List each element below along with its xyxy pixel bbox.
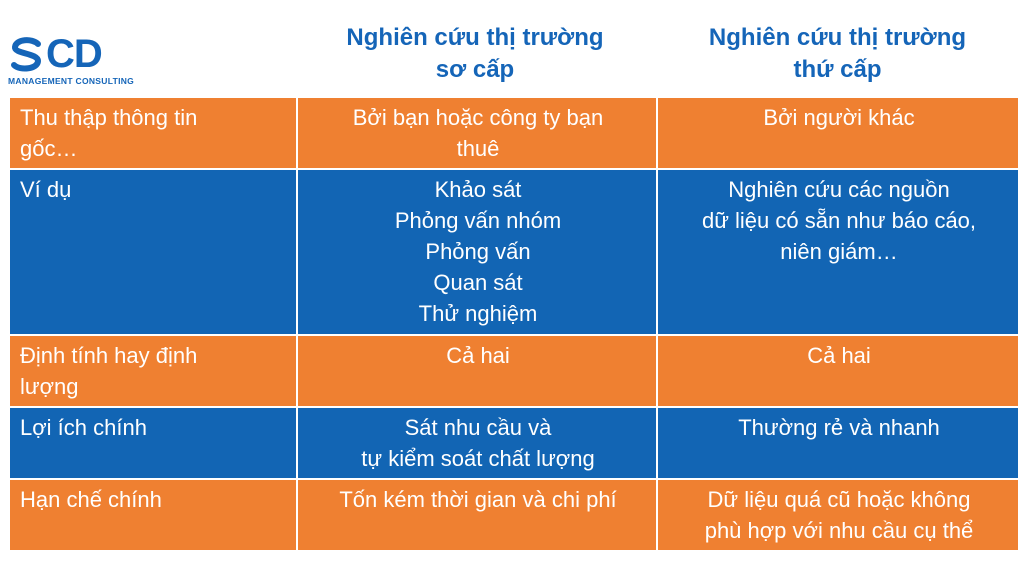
cell-line: Định tính hay định: [20, 343, 198, 368]
cell-line: dữ liệu có sẵn như báo cáo,: [701, 208, 977, 233]
cell-line: Cả hai: [446, 343, 510, 368]
cell-line: lượng: [20, 374, 79, 399]
cell-line: Lợi ích chính: [20, 415, 147, 440]
cell-line: Nghiên cứu các nguồn: [728, 177, 950, 202]
table-row: [9, 169, 1019, 335]
secondary-cell: [657, 97, 1019, 169]
header-primary-line: Nghiên cứu thị trường: [346, 24, 604, 51]
header-primary-research: [300, 22, 650, 86]
table-row: [9, 407, 1019, 479]
cell-line: Sát nhu cầu và: [404, 415, 552, 440]
row-label-cell: [9, 169, 297, 335]
logo-tagline: MANAGEMENT CONSULTING: [8, 76, 135, 86]
cell-line: gốc…: [20, 136, 78, 161]
logo-mark: [8, 34, 133, 74]
cell-line: tự kiểm soát chất lượng: [361, 446, 595, 471]
cell-line: Thu thập thông tin: [20, 105, 198, 130]
cell-line: Hạn chế chính: [20, 487, 162, 512]
cell-line: Bởi người khác: [763, 105, 915, 130]
comparison-table: [8, 96, 1020, 552]
row-label-cell: [9, 335, 297, 407]
primary-cell: [297, 479, 657, 551]
company-logo: [8, 34, 133, 94]
cell-line: Phỏng vấn nhóm: [394, 208, 562, 233]
table-row: [9, 479, 1019, 551]
cell-line: Tốn kém thời gian và chi phí: [339, 487, 617, 512]
header-secondary-research: [660, 22, 1015, 86]
cell-line: phù hợp với nhu cầu cụ thể: [704, 518, 974, 543]
table-row: [9, 335, 1019, 407]
cell-line: Dữ liệu quá cũ hoặc không: [707, 487, 971, 512]
secondary-cell: [657, 407, 1019, 479]
primary-cell: [297, 169, 657, 335]
row-label-cell: [9, 479, 297, 551]
cell-line: Cả hai: [807, 343, 871, 368]
secondary-cell: [657, 169, 1019, 335]
cell-line: thuê: [456, 136, 500, 161]
header-primary-line: sơ cấp: [435, 56, 515, 83]
cell-line: Thường rẻ và nhanh: [738, 415, 940, 440]
row-label-cell: [9, 97, 297, 169]
row-label-cell: [9, 407, 297, 479]
table-row: [9, 97, 1019, 169]
primary-cell: [297, 407, 657, 479]
logo-swoosh-icon: [8, 35, 46, 73]
primary-cell: [297, 335, 657, 407]
cell-line: Ví dụ: [20, 177, 72, 202]
cell-line: Khảo sát: [434, 177, 522, 202]
cell-line: Phỏng vấn: [425, 239, 531, 264]
logo-letters: CD: [46, 32, 102, 76]
cell-line: Bởi bạn hoặc công ty bạn: [352, 105, 604, 130]
secondary-cell: [657, 335, 1019, 407]
cell-line: niên giám…: [780, 239, 898, 264]
header-secondary-line: Nghiên cứu thị trường: [708, 24, 967, 51]
primary-cell: [297, 97, 657, 169]
header-secondary-line: thứ cấp: [793, 56, 882, 83]
cell-line: Quan sát: [433, 270, 523, 295]
cell-line: Thử nghiệm: [418, 301, 538, 326]
secondary-cell: [657, 479, 1019, 551]
